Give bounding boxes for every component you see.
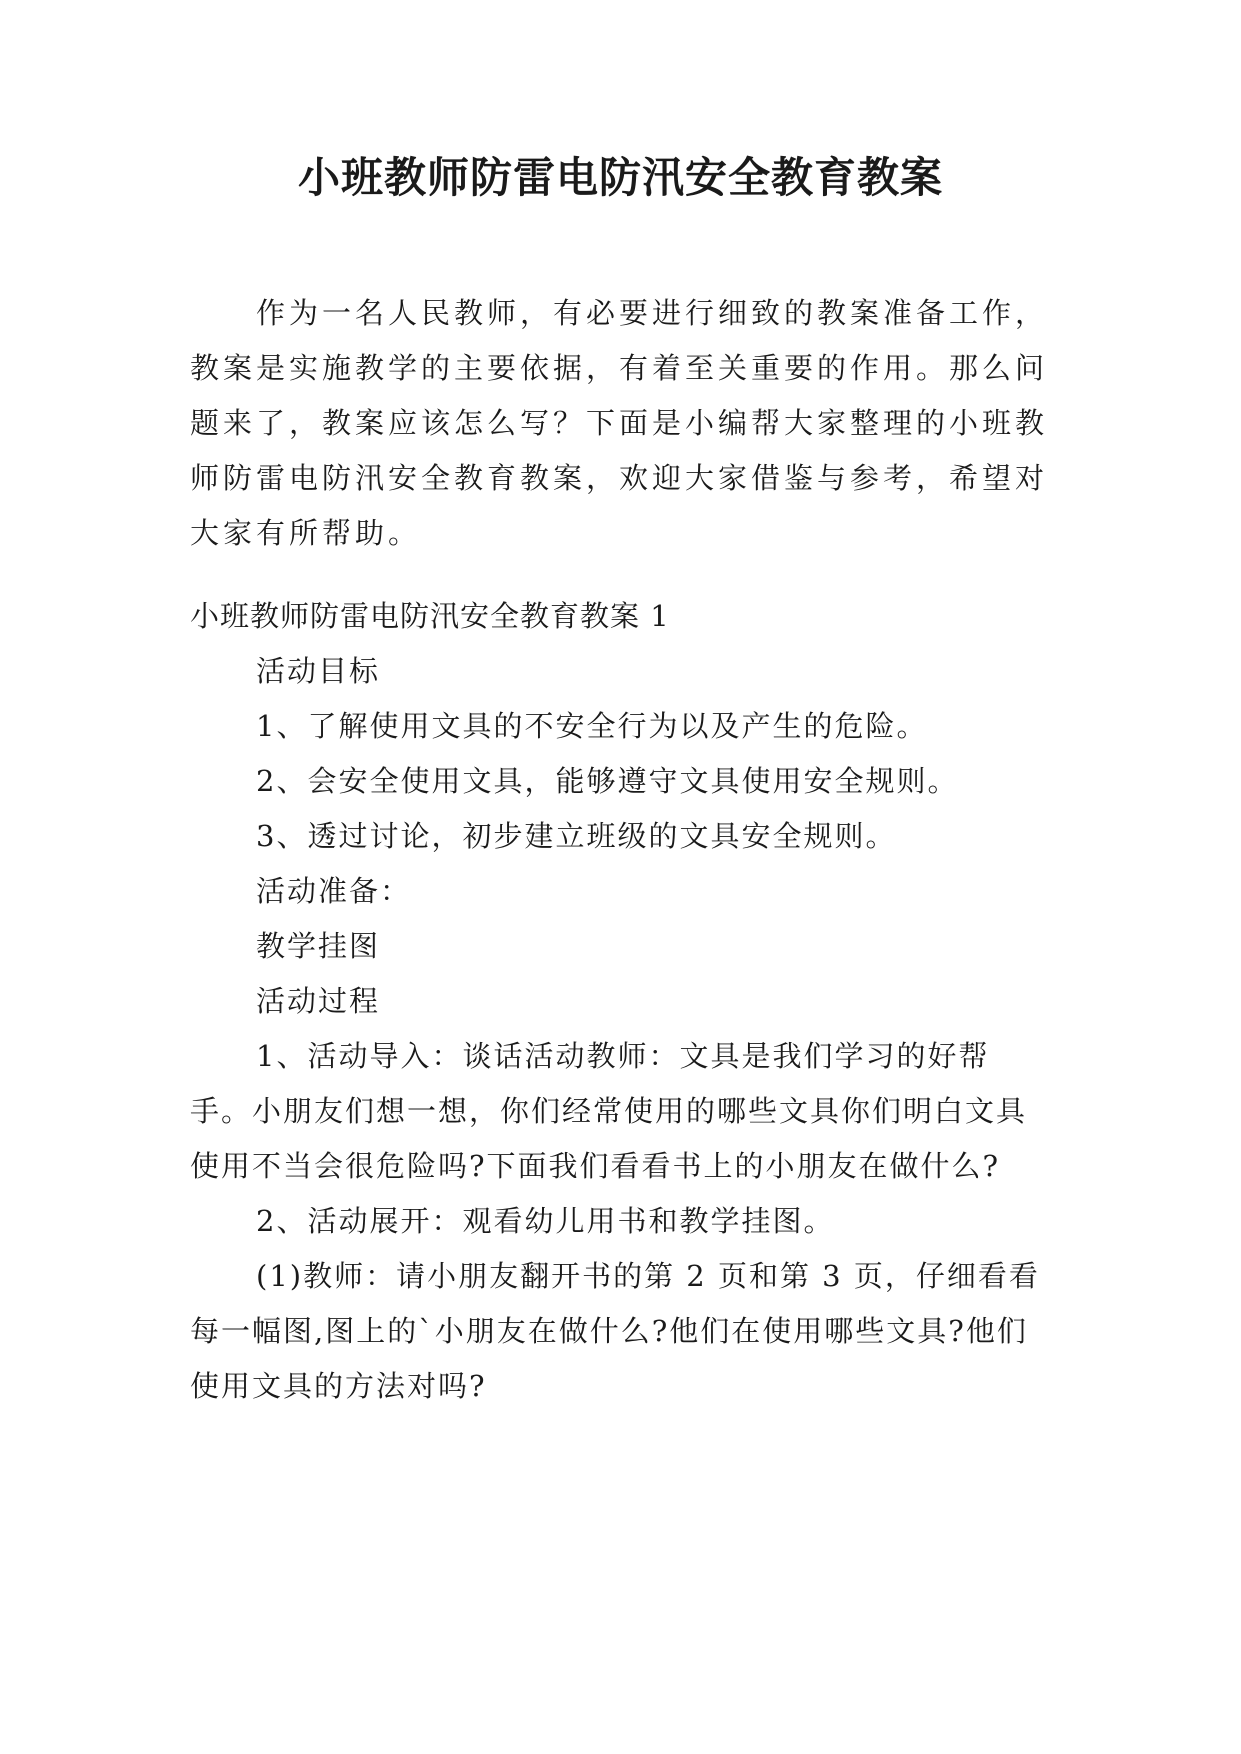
- paragraph-step-2-1: (1)教师：请小朋友翻开书的第 2 页和第 3 页，仔细看看每一幅图,图上的`小朋友在做什么?他们在使用哪些文具?他们使用文具的方法对吗?: [190, 1259, 1040, 1403]
- paragraph-goal-1: 1、了解使用文具的不安全行为以及产生的危险。: [256, 709, 928, 743]
- paragraph-activity-process: 活动过程: [256, 984, 381, 1018]
- paragraph-goal-3: 3、透过讨论，初步建立班级的文具安全规则。: [256, 819, 897, 853]
- document-body: [190, 286, 1050, 1414]
- document-title: 小班教师防雷电防汛安全教育教案: [297, 153, 943, 202]
- paragraph-teaching-chart: 教学挂图: [256, 929, 381, 963]
- intro-paragraph: 作为一名人民教师，有必要进行细致的教案准备工作，教案是实施教学的主要依据，有着至关重要的作用。那么问题来了，教案应该怎么写？下面是小编帮大家整理的小班教师防雷电防汛安全教育教案，欢迎大家借鉴与参考，希望对大家有所帮助。: [190, 296, 1049, 550]
- paragraph-activity-goals: 活动目标: [256, 654, 381, 688]
- section-heading: 小班教师防雷电防汛安全教育教案 1: [190, 599, 670, 633]
- paragraph-goal-2: 2、会安全使用文具，能够遵守文具使用安全规则。: [256, 764, 959, 798]
- paragraph-step-1: 1、活动导入：谈话活动教师：文具是我们学习的好帮手。小朋友们想一想，你们经常使用的哪些文具你们明白文具使用不当会很危险吗?下面我们看看书上的小朋友在做什么?: [190, 1039, 1028, 1183]
- paragraph-step-2: 2、活动展开：观看幼儿用书和教学挂图。: [256, 1204, 835, 1238]
- paragraph-activity-prep: 活动准备：: [256, 874, 412, 908]
